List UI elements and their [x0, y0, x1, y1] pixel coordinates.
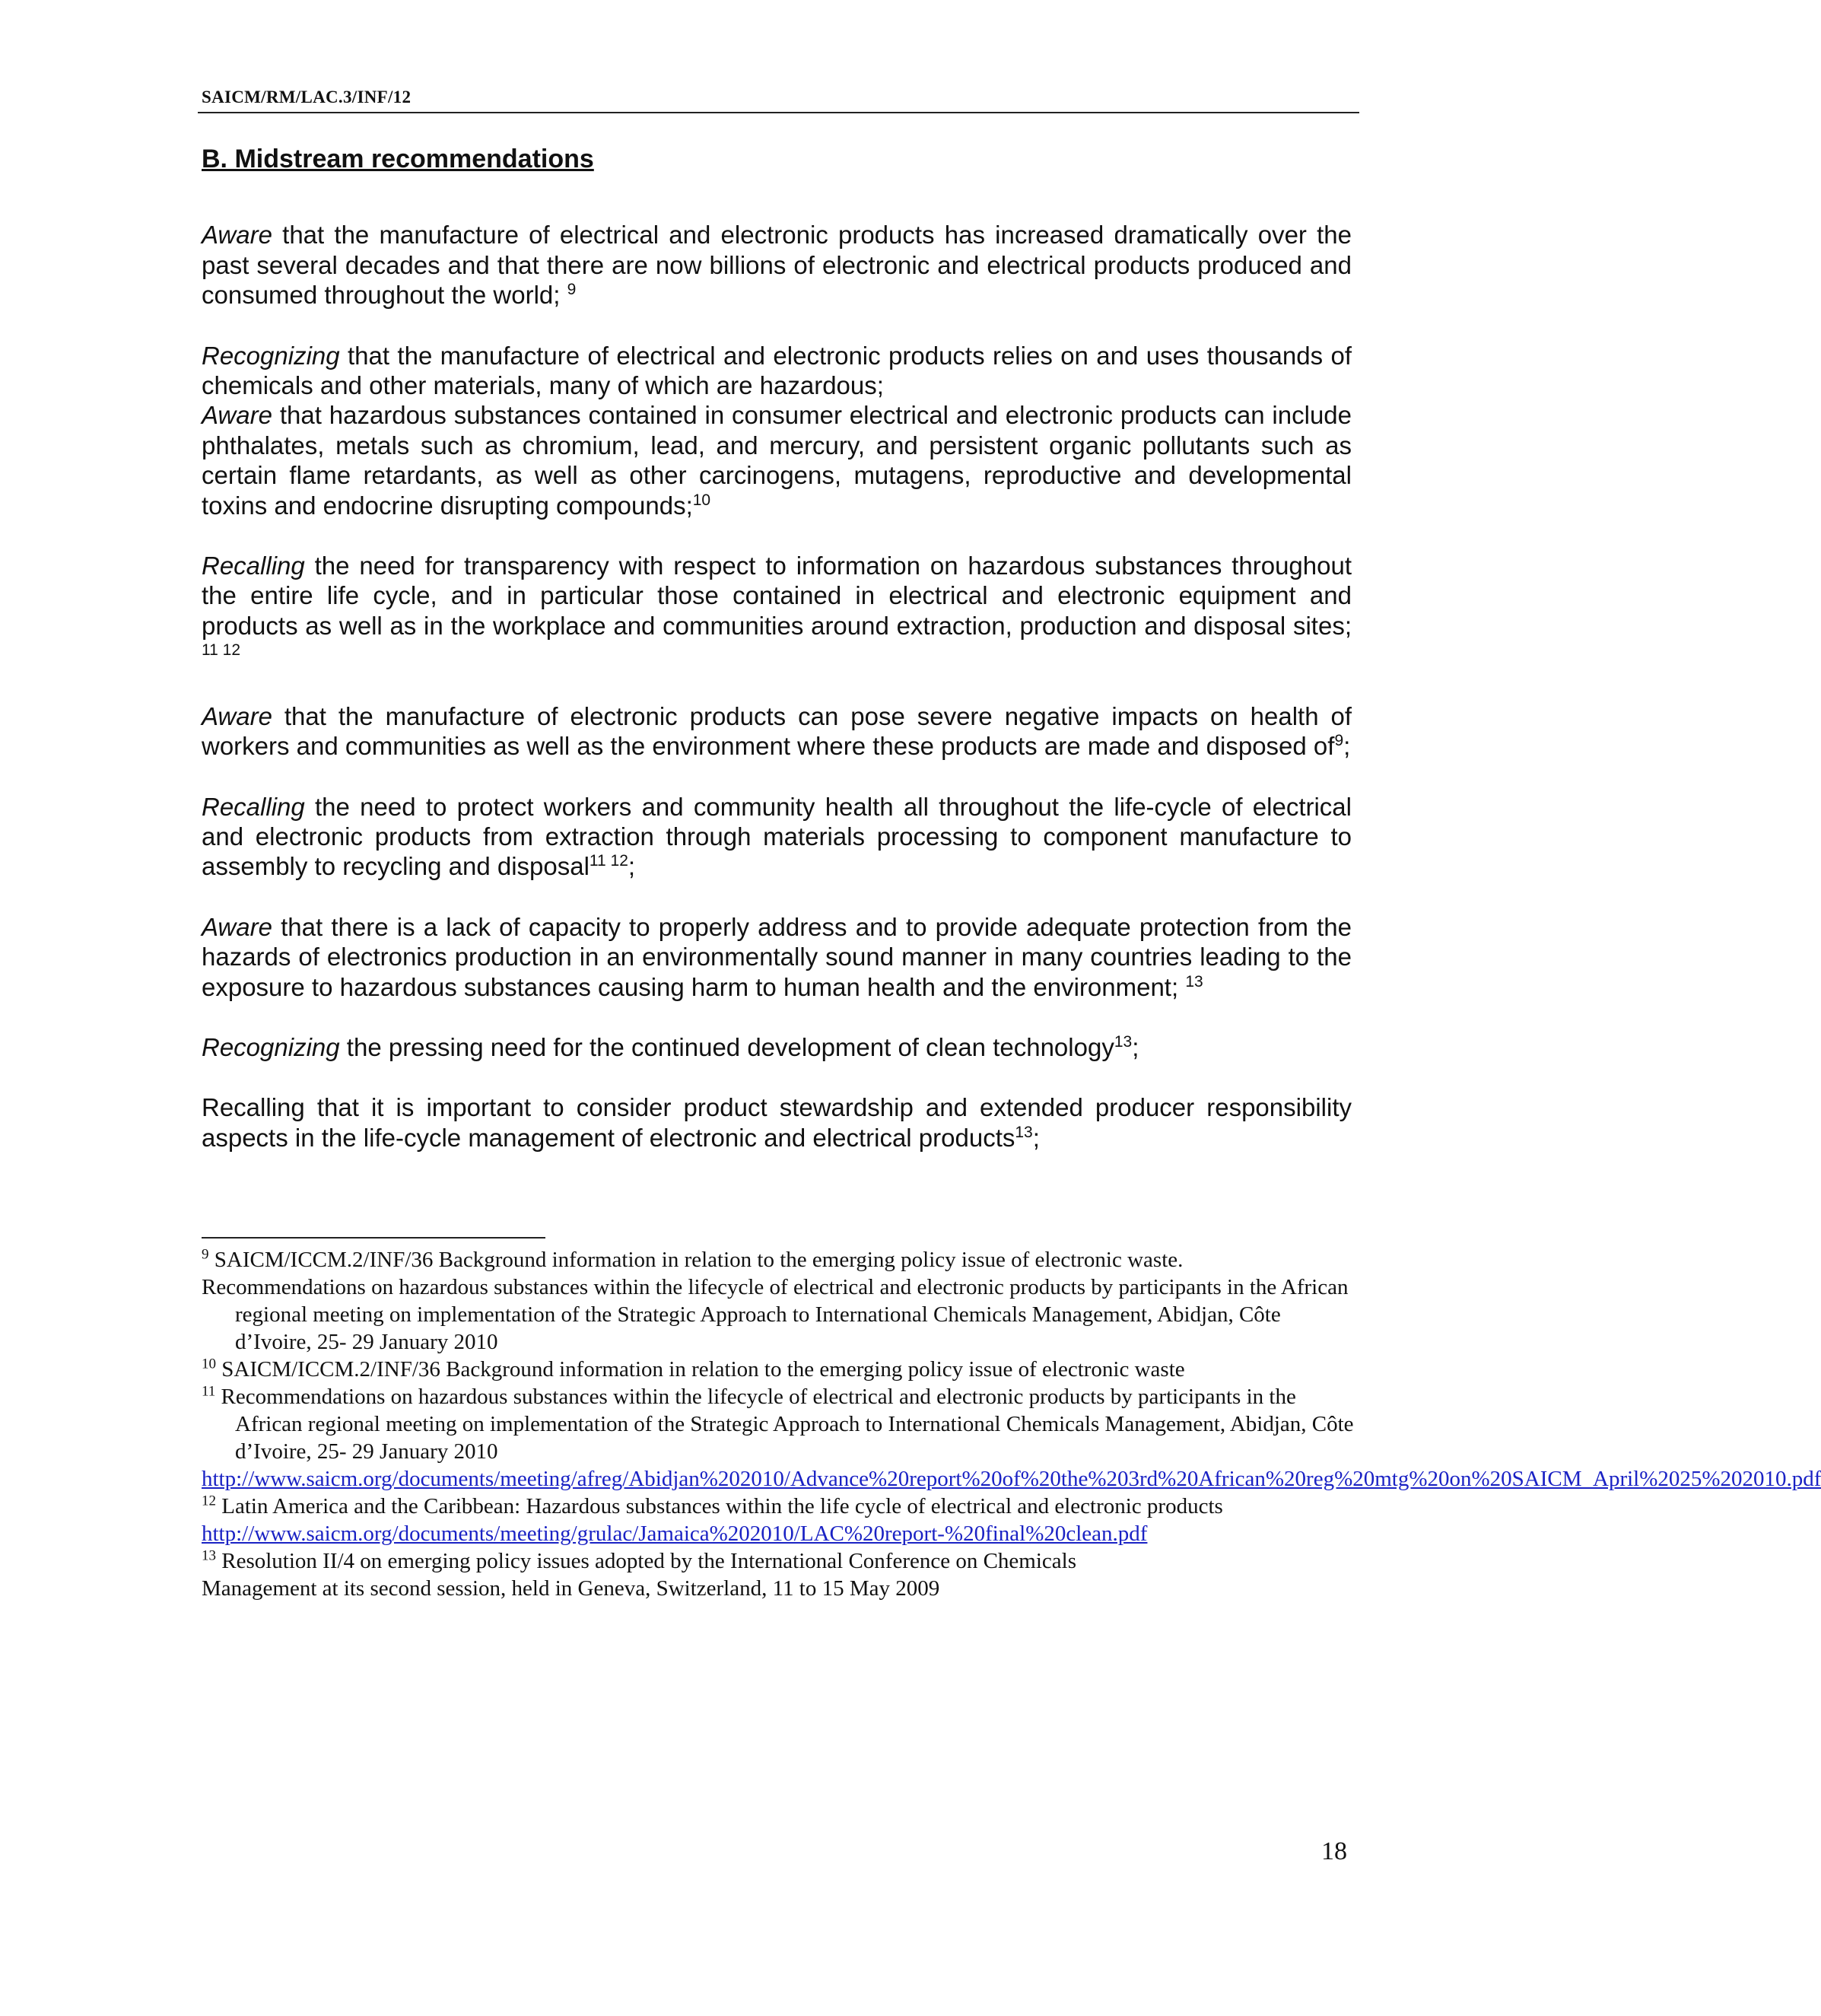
paragraph-text: that there is a lack of capacity to properly address and to provide adequate protection from the hazards of electronics production in an environmentally sound manner in many countries leading to the exposure to hazardous substances causing harm to human health and the environment; [202, 912, 1352, 1001]
footnote-ref[interactable]: 9 [1334, 732, 1344, 750]
footnote-text: Resolution II/4 on emerging policy issues adopted by the International Conference on Chemicals [216, 1549, 1076, 1573]
footnote-ref[interactable]: 10 [692, 491, 711, 509]
paragraph-lead: Recognizing [202, 1032, 340, 1061]
footnote-10 [202, 1356, 1359, 1383]
paragraph-2 [202, 341, 1352, 401]
footnote-ref[interactable]: 13 [1114, 1032, 1133, 1051]
footnote-text: SAICM/ICCM.2/INF/36 Background information in relation to the emerging policy issue of electronic waste [216, 1357, 1185, 1382]
paragraph-text: that the manufacture of electrical and electronic products has increased dramatically over the past several decades and that there are now billions of electronic and electrical products produced and consumed throughout the world; [202, 221, 1352, 310]
paragraph-lead: Aware [202, 401, 272, 430]
paragraph-1 [202, 220, 1352, 310]
paragraph-lead: Aware [202, 221, 272, 250]
paragraph-lead: Recognizing [202, 341, 340, 370]
paragraph-8 [202, 1032, 1352, 1062]
paragraph-tail: ; [1032, 1123, 1040, 1152]
footnotes [202, 1246, 1821, 1602]
footnote-12 [202, 1493, 1359, 1520]
footnote-ref[interactable]: 13 [1185, 972, 1203, 991]
document-code-header: SAICM/RM/LAC.3/INF/12 [202, 87, 412, 107]
footnote-13-continued: Management at its second session, held in Geneva, Switzerland, 11 to 15 May 2009 [202, 1576, 940, 1601]
footnote-12-link-line [202, 1520, 1359, 1547]
footnote-9 [202, 1246, 1359, 1274]
header-rule [198, 112, 1359, 113]
paragraph-text: that hazardous substances contained in consumer electrical and electronic products can include phthalates, metals such as chromium, lead, and mercury, and persistent organic pollutants such as certain flame retardants, as well as other carcinogens, mutagens, reproductive and developmental toxins and endocrine disrupting compounds; [202, 401, 1352, 520]
footnote-separator [202, 1237, 545, 1239]
footnote-11-link[interactable]: http://www.saicm.org/documents/meeting/afreg/Abidjan%202010/Advance%20report%20of%20the%203rd%20African%20reg%20mtg%20on%20SAICM_April%2025%202010.pdf [202, 1467, 1821, 1491]
footnote-ref[interactable]: 13 [1015, 1123, 1033, 1141]
paragraph-lead: Aware [202, 701, 272, 730]
paragraph-text: the pressing need for the continued development of clean technology [339, 1032, 1114, 1061]
paragraph-lead: Recalling [202, 552, 305, 580]
paragraph-tail: ; [1132, 1032, 1139, 1061]
paragraph-text: Recalling that it is important to consider product stewardship and extended producer responsibility aspects in the life-cycle management of electronic and electrical products [202, 1093, 1352, 1152]
footnote-13 [202, 1547, 1359, 1575]
footnote-text: Recommendations on hazardous substances within the lifecycle of electrical and electronic products by participants in the African regional meeting on implementation of the Strategic Approach to International Chemicals Management, Abidjan, Côte d’Ivoire, 25- 29 January 2010 [215, 1385, 1354, 1464]
paragraph-text: that the manufacture of electrical and electronic products relies on and uses thousands of chemicals and other materials, many of which are hazardous; [202, 341, 1352, 400]
footnote-ref[interactable]: 9 [567, 281, 577, 299]
main-body [202, 145, 1352, 1183]
footnote-9-continued: Recommendations on hazardous substances within the lifecycle of electrical and electronic products by participants in the African regional meeting on implementation of the Strategic Approach to International Chemicals Management, Abidjan, Côte d’Ivoire, 25- 29 January 2010 [202, 1275, 1349, 1354]
footnote-text: Latin America and the Caribbean: Hazardous substances within the life cycle of electrical and electronic products [216, 1494, 1223, 1518]
footnote-text: SAICM/ICCM.2/INF/36 Background information in relation to the emerging policy issue of electronic waste. [208, 1248, 1184, 1272]
footnote-number: 12 [202, 1493, 216, 1509]
footnote-number: 9 [202, 1246, 209, 1263]
paragraph-text: the need for transparency with respect to information on hazardous substances throughout the entire life cycle, and in particular those contained in electrical and electronic equipment and products as well as in the workplace and communities around extraction, production and disposal sites; [202, 552, 1352, 640]
paragraph-3 [202, 400, 1352, 520]
section-heading: B. Midstream recommendations [202, 145, 594, 173]
footnote-ref[interactable]: 11 12 [589, 852, 628, 870]
paragraph-tail: ; [1343, 732, 1351, 761]
paragraph-5 [202, 701, 1352, 762]
footnote-11-link-line [202, 1465, 1821, 1493]
footnote-number: 11 [202, 1383, 216, 1400]
paragraph-lead: Recalling [202, 792, 305, 821]
paragraph-text: the need to protect workers and community health all throughout the life-cycle of electrical and electronic products from extraction through materials processing to component manufacture to assembly to recycling and disposal [202, 792, 1352, 881]
footnote-number: 10 [202, 1356, 216, 1372]
paragraph-text: that the manufacture of electronic products can pose severe negative impacts on health of workers and communities as well as the environment where these products are made and disposed of [202, 701, 1352, 761]
footnote-11 [202, 1383, 1359, 1465]
paragraph-9 [202, 1092, 1352, 1153]
paragraph-tail: ; [628, 852, 636, 881]
footnote-number: 13 [202, 1547, 216, 1564]
paragraph-7 [202, 912, 1352, 1002]
page-number: 18 [1321, 1837, 1347, 1865]
paragraph-lead: Aware [202, 912, 272, 941]
footnote-ref[interactable]: 11 12 [202, 641, 240, 660]
footnote-12-link[interactable]: http://www.saicm.org/documents/meeting/grulac/Jamaica%202010/LAC%20report-%20final%20clean.pdf [202, 1522, 1148, 1546]
paragraph-4 [202, 551, 1352, 671]
paragraph-6 [202, 792, 1352, 882]
